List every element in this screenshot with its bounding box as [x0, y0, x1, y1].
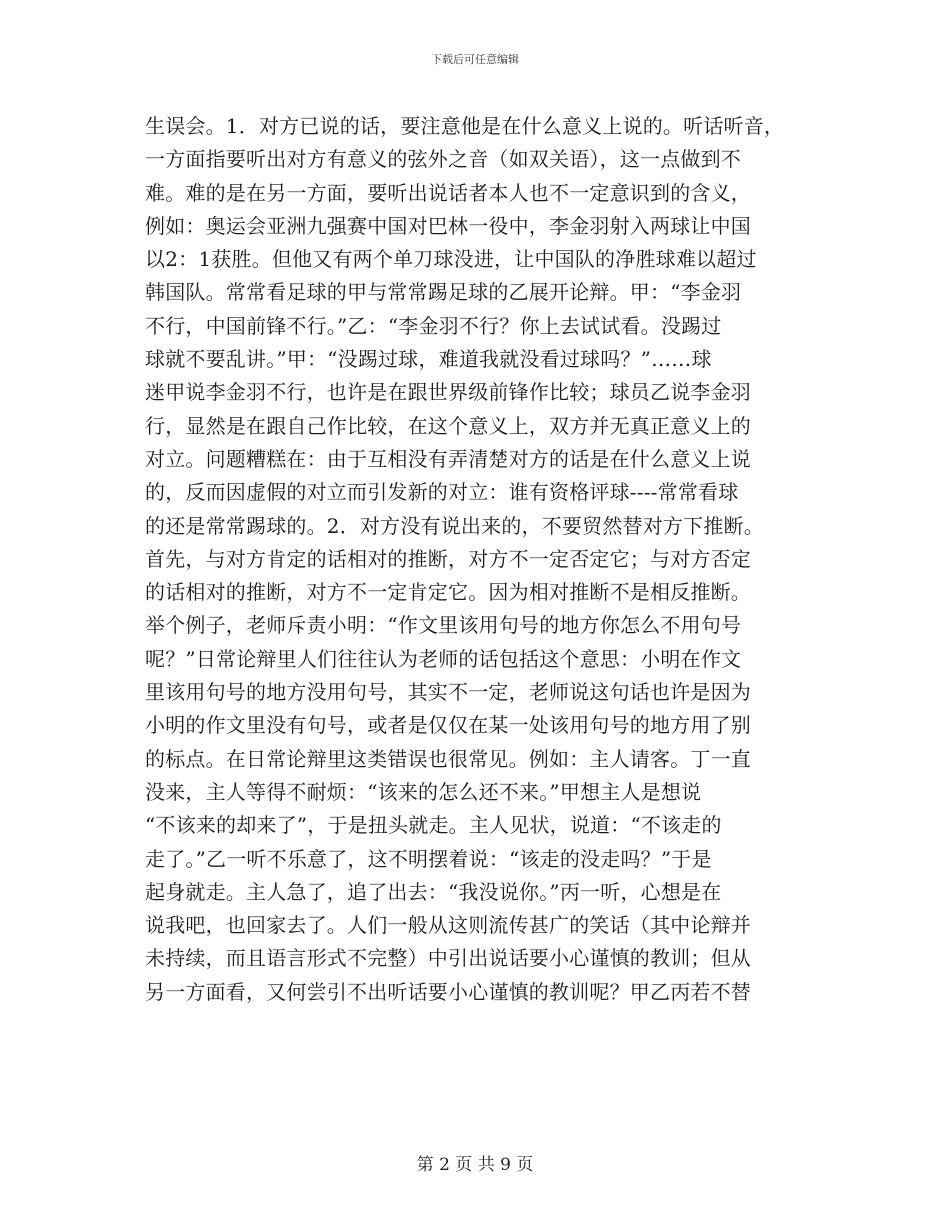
- text-line: 里该用句号的地方没用句号，其实不一定，老师说这句话也许是因为: [145, 680, 751, 705]
- body-text: [145, 110, 813, 1009]
- page-header: 下载后可任意编辑: [431, 53, 519, 66]
- text-line: 呢？”日常论辩里人们往往认为老师的话包括这个意思：小明在作文: [145, 646, 742, 671]
- text-line: 例如：奥运会亚洲九强赛中国对巴林一役中，李金羽射入两球让中国: [145, 213, 751, 238]
- text-line: 球就不要乱讲。”甲：“没踢过球，难道我就没看过球吗？”……球: [145, 347, 712, 372]
- text-line: 行，显然是在跟自己作比较，在这个意义上，双方并无真正意义上的: [145, 413, 751, 438]
- text-line: 的话相对的推断，对方不一定肯定它。因为相对推断不是相反推断。: [145, 580, 751, 605]
- text-line: 首先，与对方肯定的话相对的推断，对方不一定否定它；与对方否定: [145, 546, 751, 571]
- text-line: 迷甲说李金羽不行，也许是在跟世界级前锋作比较；球员乙说李金羽: [145, 380, 751, 405]
- text-line: 的标点。在日常论辩里这类错误也很常见。例如：主人请客。丁一直: [145, 746, 751, 771]
- text-line: 走了。”乙一听不乐意了，这不明摆着说：“该走的没走吗？”于是: [145, 846, 712, 871]
- text-line: 另一方面看，又何尝引不出听话要小心谨慎的教训呢？甲乙丙若不替: [145, 979, 751, 1004]
- text-line: 难。难的是在另一方面，要听出说话者本人也不一定意识到的含义，: [145, 180, 751, 205]
- page-footer: 第 2 页 共 9 页: [416, 1155, 534, 1175]
- text-line: 韩国队。常常看足球的甲与常常踢足球的乙展开论辩。甲：“李金羽: [145, 280, 742, 305]
- text-line: “不该来的却来了”，于是扭头就走。主人见状，说道：“不该走的: [145, 813, 722, 838]
- text-line: 说我吧，也回家去了。人们一般从这则流传甚广的笑话（其中论辩并: [145, 913, 751, 938]
- text-line: 没来，主人等得不耐烦：“该来的怎么还不来。”甲想主人是想说: [145, 779, 702, 804]
- text-line: 起身就走。主人急了，追了出去：“我没说你。”丙一听，心想是在: [145, 879, 722, 904]
- text-line: 以2：1获胜。但他又有两个单刀球没进，让中国队的净胜球难以超过: [145, 247, 757, 272]
- text-line: 的，反而因虚假的对立而引发新的对立：谁有资格评球----常常看球: [145, 480, 739, 505]
- text-line: 未持续，而且语言形式不完整）中引出说话要小心谨慎的教训；但从: [145, 946, 751, 971]
- text-line: 举个例子，老师斥责小明：“作文里该用句号的地方你怎么不用句号: [145, 613, 742, 638]
- text-line: 一方面指要听出对方有意义的弦外之音（如双关语），这一点做到不: [145, 147, 741, 172]
- text-line: 对立。问题糟糕在：由于互相没有弄清楚对方的话是在什么意义上说: [145, 446, 751, 471]
- text-line: 小明的作文里没有句号，或者是仅仅在某一处该用句号的地方用了别: [145, 713, 751, 738]
- text-line: 不行，中国前锋不行。”乙：“李金羽不行？你上去试试看。没踢过: [145, 313, 722, 338]
- text-line: 的还是常常踢球的。2．对方没有说出来的，不要贸然替对方下推断。: [145, 513, 764, 538]
- text-line: 生误会。1．对方已说的话，要注意他是在什么意义上说的。听话听音，: [145, 114, 785, 138]
